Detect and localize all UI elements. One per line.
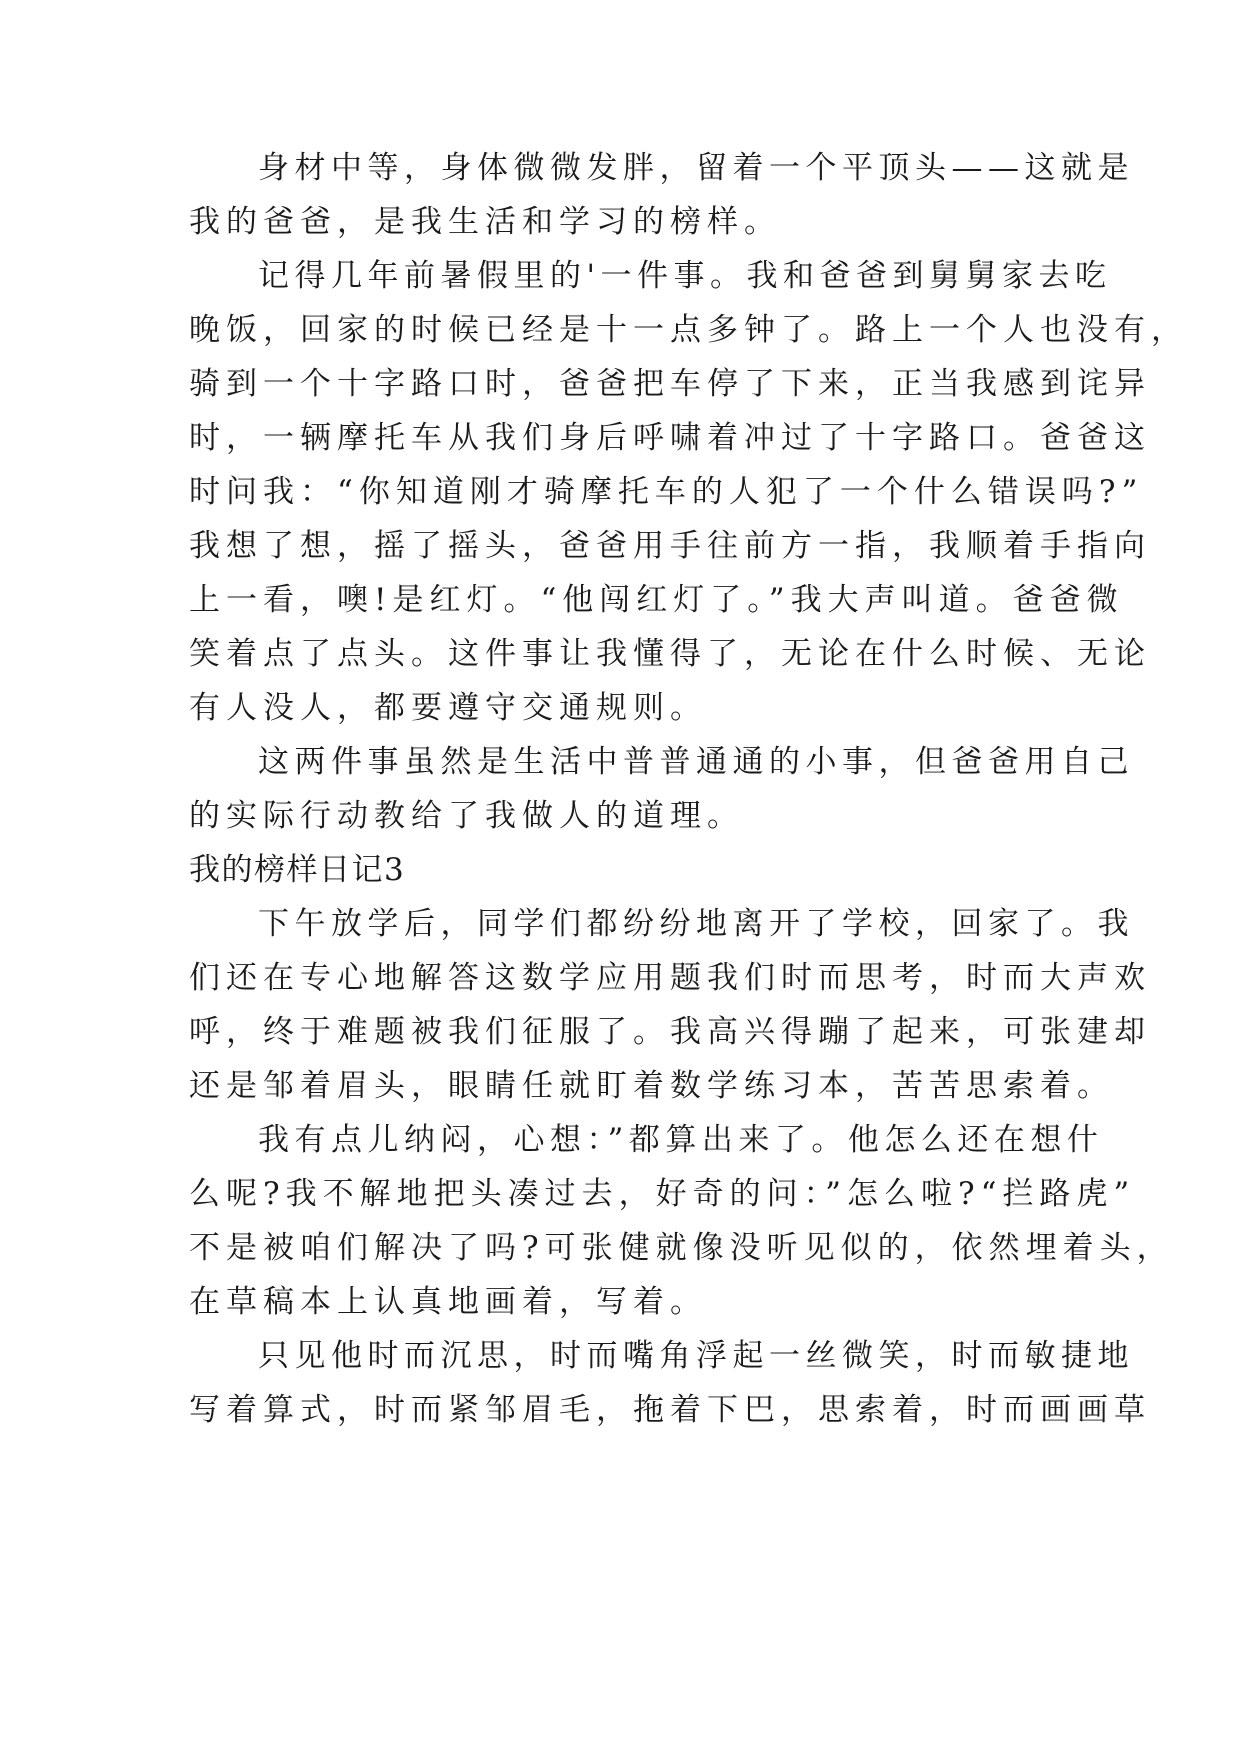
paragraph-line: 有人没人，都要遵守交通规则。 [189,690,707,726]
section-heading: 我的榜样日记3 [189,852,406,888]
paragraph-line: 上一看，噢!是红灯。“他闯红灯了。”我大声叫道。爸爸微 [189,582,1124,618]
paragraph-line: 晚饭，回家的时候已经是十一点多钟了。路上一个人也没有， [189,312,1188,348]
paragraph-line: 我想了想，摇了摇头，爸爸用手往前方一指，我顺着手指向 [189,528,1151,564]
paragraph-line: 写着算式，时而紧邹眉毛，拖着下巴，思索着，时而画画草 [189,1392,1151,1428]
paragraph-line: 们还在专心地解答这数学应用题我们时而思考，时而大声欢 [189,960,1151,996]
paragraph-line: 这两件事虽然是生活中普普通通的小事，但爸爸用自己 [258,744,1134,780]
paragraph-line: 时问我：“你知道刚才骑摩托车的人犯了一个什么错误吗?” [189,474,1144,510]
paragraph-line: 我有点儿纳闷，心想：”都算出来了。他怎么还在想什 [258,1122,1104,1158]
paragraph-line: 下午放学后，同学们都纷纷地离开了学校，回家了。我 [258,906,1134,942]
paragraph-line: 呼，终于难题被我们征服了。我高兴得蹦了起来，可张建却 [189,1014,1151,1050]
paragraph-line: 么呢?我不解地把头凑过去，好奇的问：”怎么啦?“拦路虎” [189,1176,1136,1212]
paragraph-line: 身材中等，身体微微发胖，留着一个平顶头——这就是 [258,150,1134,186]
paragraph-line: 只见他时而沉思，时而嘴角浮起一丝微笑，时而敏捷地 [258,1338,1134,1374]
paragraph-line: 我的爸爸，是我生活和学习的榜样。 [189,204,781,240]
paragraph-line: 骑到一个十字路口时，爸爸把车停了下来，正当我感到诧异 [189,366,1151,402]
paragraph-line: 还是邹着眉头，眼睛任就盯着数学练习本，苦苦思索着。 [189,1068,1114,1104]
paragraph-line: 时，一辆摩托车从我们身后呼啸着冲过了十字路口。爸爸这 [189,420,1151,456]
paragraph-line: 在草稿本上认真地画着，写着。 [189,1284,707,1320]
paragraph-line: 的实际行动教给了我做人的道理。 [189,798,744,834]
paragraph-line: 不是被咱们解决了吗?可张健就像没听见似的，依然埋着头， [189,1230,1174,1266]
paragraph-line: 笑着点了点头。这件事让我懂得了，无论在什么时候、无论 [189,636,1151,672]
paragraph-line: 记得几年前暑假里的'一件事。我和爸爸到舅舅家去吃 [258,258,1112,294]
